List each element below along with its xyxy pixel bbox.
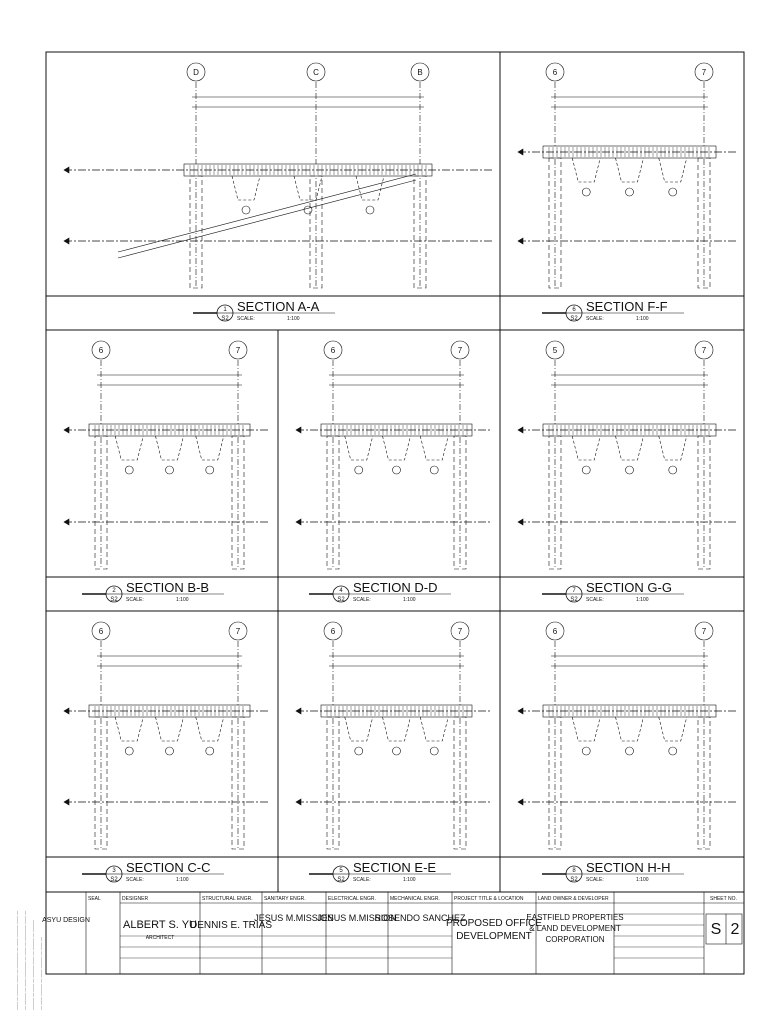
- section-title: SECTION G-G: [586, 580, 672, 595]
- owner-label: LAND OWNER & DEVELOPER: [538, 896, 609, 902]
- beam: [572, 158, 600, 182]
- section-sheet-ref: S2: [570, 877, 578, 883]
- sanitary-name: JESUS M.MISSION: [254, 913, 334, 923]
- project-label: PROJECT TITLE & LOCATION: [454, 896, 524, 902]
- level-arrow: [518, 799, 523, 805]
- section-title: SECTION H-H: [586, 860, 671, 875]
- scale-value: 1:100: [636, 316, 649, 322]
- beam: [572, 717, 600, 741]
- beam: [420, 717, 448, 741]
- beam: [383, 717, 411, 741]
- beam-tag: [430, 466, 438, 474]
- level-arrow: [296, 519, 301, 525]
- level-arrow: [64, 427, 69, 433]
- beam: [196, 717, 224, 741]
- section-label-c-c: [82, 860, 224, 883]
- scale-label: SCALE:: [126, 877, 144, 883]
- section-label-f-f: [542, 299, 684, 322]
- designer-name: ALBERT S. YU: [123, 919, 197, 931]
- section-label-g-g: [542, 580, 684, 603]
- grid-label: 7: [235, 627, 241, 636]
- ramp-line: [118, 174, 416, 252]
- beam-tag: [626, 466, 634, 474]
- level-arrow: [518, 149, 523, 155]
- level-arrow: [64, 708, 69, 714]
- beam: [383, 436, 411, 460]
- section-drawing-d-d: [296, 341, 492, 569]
- section-label-b-b: [82, 580, 224, 603]
- beam-tag: [355, 466, 363, 474]
- level-arrow: [64, 167, 69, 173]
- ramp-line: [118, 180, 416, 258]
- beam: [420, 436, 448, 460]
- sheet-number: 2: [730, 921, 740, 938]
- section-drawing-b-b: [64, 341, 270, 569]
- section-title: SECTION D-D: [353, 580, 438, 595]
- beam: [196, 436, 224, 460]
- section-number: 8: [572, 868, 576, 874]
- section-title: SECTION E-E: [353, 860, 437, 875]
- beam-tag: [242, 206, 250, 214]
- beam-tag: [393, 466, 401, 474]
- beam-tag: [669, 747, 677, 755]
- beam-tag: [304, 206, 312, 214]
- section-title: SECTION B-B: [126, 580, 210, 595]
- scale-label: SCALE:: [126, 597, 144, 603]
- grid-label: 6: [330, 346, 336, 355]
- beam-tag: [582, 466, 590, 474]
- section-label-h-h: [542, 860, 684, 883]
- beam-tag: [206, 466, 214, 474]
- level-arrow: [296, 708, 301, 714]
- section-label-e-e: [309, 860, 451, 883]
- beam-tag: [430, 747, 438, 755]
- section-number: 3: [112, 868, 116, 874]
- section-sheet-ref: S2: [337, 877, 345, 883]
- beam-tag: [393, 747, 401, 755]
- beam: [572, 436, 600, 460]
- beam-tag: [669, 466, 677, 474]
- grid-label: 6: [98, 346, 104, 355]
- sheet-letter: S: [710, 921, 722, 938]
- section-label-d-d: [309, 580, 451, 603]
- project-title: PROPOSED OFFICE DEVELOPMENT: [445, 918, 543, 942]
- grid-label: 7: [235, 346, 241, 355]
- scale-value: 1:100: [176, 597, 189, 603]
- beam: [616, 158, 644, 182]
- section-number: 2: [112, 588, 116, 594]
- grid-label: 6: [98, 627, 104, 636]
- section-title: SECTION C-C: [126, 860, 211, 875]
- section-number: 1: [223, 307, 227, 313]
- firm-logo: ASYU DESIGN: [42, 917, 90, 924]
- scale-value: 1:100: [287, 316, 300, 322]
- section-sheet-ref: S2: [570, 597, 578, 603]
- section-number: 6: [572, 307, 576, 313]
- section-drawing-c-c: [64, 622, 270, 849]
- grid-label: 7: [457, 346, 463, 355]
- section-drawing-h-h: [518, 622, 736, 849]
- section-number: 5: [339, 868, 343, 874]
- structural-label: STRUCTURAL ENGR.: [202, 896, 253, 902]
- beam-tag: [626, 188, 634, 196]
- section-number: 7: [572, 588, 576, 594]
- structural-name: DENNIS E. TRIAS: [189, 920, 273, 931]
- mechanical-name: ROSENDO SANCHEZ: [374, 913, 466, 923]
- sheet-label: SHEET NO.: [710, 896, 737, 902]
- level-arrow: [296, 799, 301, 805]
- grid-label: 7: [701, 68, 707, 77]
- beam: [156, 436, 184, 460]
- grid-label: 6: [330, 627, 336, 636]
- beam: [659, 158, 687, 182]
- section-drawing-g-g: [518, 341, 736, 569]
- level-arrow: [64, 799, 69, 805]
- beam-tag: [582, 188, 590, 196]
- section-drawing-a-a: [64, 63, 492, 288]
- grid-label: 5: [552, 346, 558, 355]
- section-labels: [82, 299, 684, 883]
- scale-label: SCALE:: [353, 597, 371, 603]
- seal-label: SEAL: [88, 896, 101, 902]
- scale-label: SCALE:: [586, 877, 604, 883]
- section-sheet-ref: S2: [110, 877, 118, 883]
- beam: [659, 436, 687, 460]
- sheet-frame: [46, 52, 744, 974]
- section-drawing-f-f: [518, 63, 736, 288]
- section-label-a-a: [193, 299, 335, 322]
- section-sheet-ref: S2: [570, 316, 578, 322]
- grid-label: 6: [552, 68, 558, 77]
- section-title: SECTION A-A: [237, 299, 320, 314]
- section-sheet-ref: S2: [221, 316, 229, 322]
- beam-tag: [166, 466, 174, 474]
- level-arrow: [518, 708, 523, 714]
- beam: [616, 436, 644, 460]
- beam-tag: [582, 747, 590, 755]
- scale-label: SCALE:: [353, 877, 371, 883]
- scale-label: SCALE:: [586, 316, 604, 322]
- section-sheet-ref: S2: [337, 597, 345, 603]
- grid-label: 7: [701, 346, 707, 355]
- beam-tag: [355, 747, 363, 755]
- beam-tag: [669, 188, 677, 196]
- beam-tag: [206, 747, 214, 755]
- beam: [115, 436, 143, 460]
- grid-label: 7: [701, 627, 707, 636]
- level-arrow: [518, 238, 523, 244]
- section-number: 4: [339, 588, 343, 594]
- grid-label: C: [313, 68, 319, 77]
- electrical-label: ELECTRICAL ENGR.: [328, 896, 376, 902]
- grid-label: 7: [457, 627, 463, 636]
- level-arrow: [64, 519, 69, 525]
- grid-label: 6: [552, 627, 558, 636]
- beam: [345, 717, 373, 741]
- level-arrow: [64, 238, 69, 244]
- level-arrow: [296, 427, 301, 433]
- section-sheet-ref: S2: [110, 597, 118, 603]
- section-drawing-e-e: [296, 622, 492, 849]
- beam-tag: [125, 747, 133, 755]
- side-general-notes: —— — ——— —— — ———— — —— ——— —— — — ——— — —— ———— — —— — ———— —— — ——— — —— — ——— —— — ——— — ——— — —— ——— — —— ——— — —— —: [14, 910, 43, 1010]
- beam-tag: [626, 747, 634, 755]
- section-title: SECTION F-F: [586, 299, 668, 314]
- owner-name: EASTFIELD PROPERTIES & LAND DEVELOPMENT CORPORATION: [526, 913, 624, 944]
- level-arrow: [518, 519, 523, 525]
- beam: [616, 717, 644, 741]
- level-arrow: [518, 427, 523, 433]
- scale-label: SCALE:: [237, 316, 255, 322]
- scale-value: 1:100: [636, 877, 649, 883]
- beam: [356, 176, 384, 200]
- designer-label: DESIGNER: [122, 896, 149, 902]
- scale-label: SCALE:: [586, 597, 604, 603]
- grid-label: B: [417, 68, 423, 77]
- beam-tag: [166, 747, 174, 755]
- beam: [115, 717, 143, 741]
- grid-label: D: [193, 68, 199, 77]
- beam: [232, 176, 260, 200]
- scale-value: 1:100: [403, 877, 416, 883]
- scale-value: 1:100: [636, 597, 649, 603]
- title-block: [42, 892, 744, 974]
- designer-role: ARCHITECT: [145, 935, 175, 941]
- beam-tag: [125, 466, 133, 474]
- scale-value: 1:100: [176, 877, 189, 883]
- beam: [156, 717, 184, 741]
- electrical-name: JESUS M.MISSION: [317, 913, 397, 923]
- beam-tag: [366, 206, 374, 214]
- beam: [659, 717, 687, 741]
- scale-value: 1:100: [403, 597, 416, 603]
- section-drawings: [64, 63, 736, 849]
- mechanical-label: MECHANICAL ENGR.: [390, 896, 440, 902]
- title-block-grid: [46, 892, 744, 974]
- sanitary-label: SANITARY ENGR.: [264, 896, 306, 902]
- beam: [294, 176, 322, 200]
- beam: [345, 436, 373, 460]
